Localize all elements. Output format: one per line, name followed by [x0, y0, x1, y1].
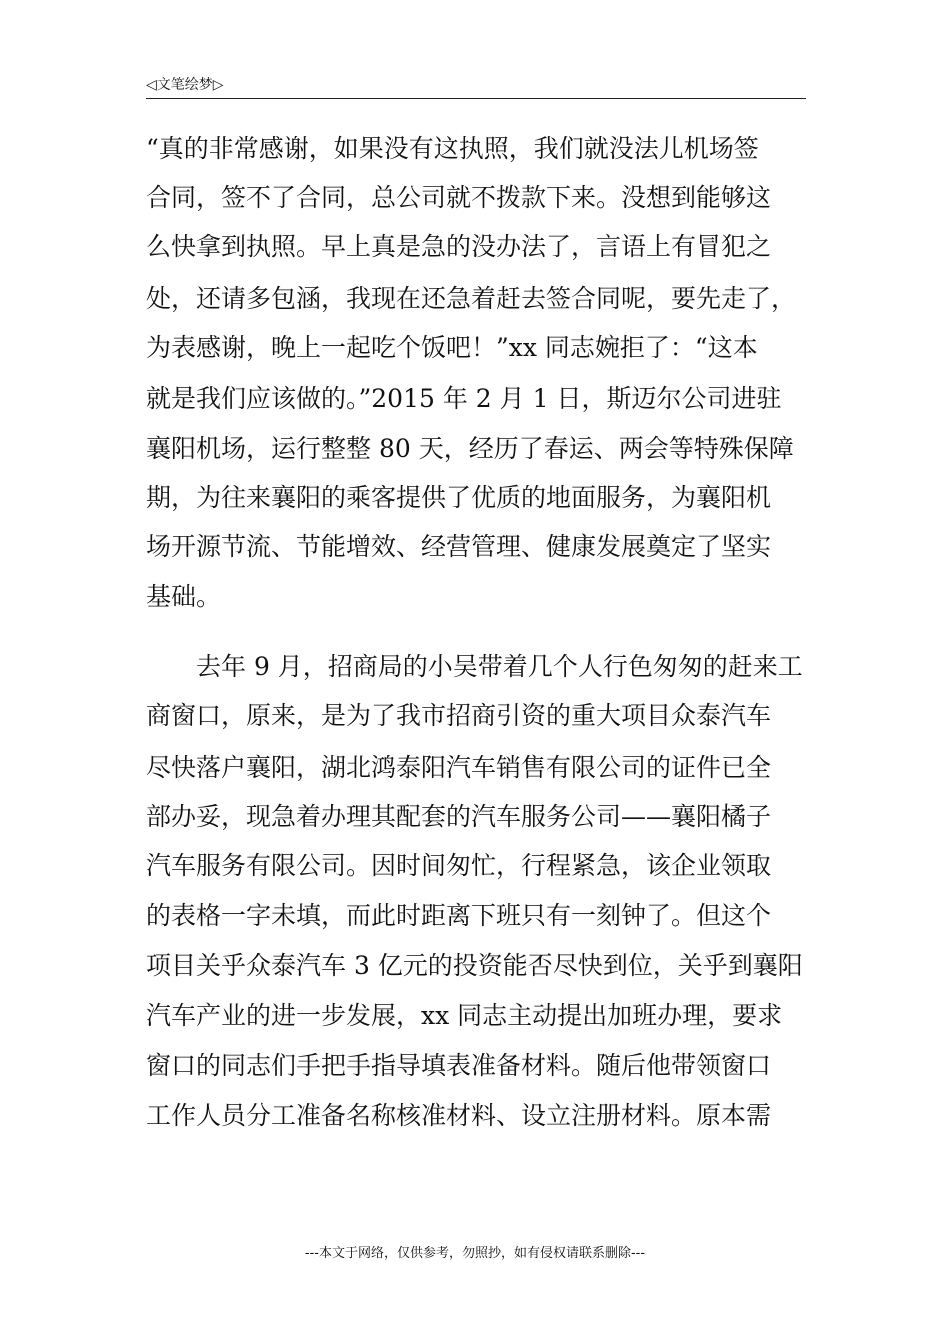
page-footer: ---本文于网络，仅供参考，勿照抄，如有侵权请联系删除--- [304, 1246, 646, 1261]
text-line: 场开源节流、节能增效、经营管理、健康发展奠定了坚实 [146, 532, 772, 561]
text-line: 期，为往来襄阳的乘客提供了优质的地面服务，为襄阳机 [146, 483, 772, 512]
header-title: ◁文笔绘梦▷ [146, 77, 224, 93]
text-line: 为表感谢，晚上一起吃个饭吧！”xx 同志婉拒了：“这本 [146, 333, 758, 362]
text-line: 么快拿到执照。早上真是急的没办法了，言语上有冒犯之 [146, 232, 772, 261]
text-line: 商窗口，原来，是为了我市招商引资的重大项目众泰汽车 [146, 701, 772, 730]
text-line: 窗口的同志们手把手指导填表准备材料。随后他带领窗口 [146, 1051, 772, 1080]
text-line: 部办妥，现急着办理其配套的汽车服务公司——襄阳橘子 [146, 802, 772, 831]
text-line: 尽快落户襄阳，湖北鸿泰阳汽车销售有限公司的证件已全 [146, 753, 772, 782]
text-line: “真的非常感谢，如果没有这执照，我们就没法儿机场签 [146, 134, 759, 163]
text-line: 汽车产业的进一步发展，xx 同志主动提出加班办理，要求 [146, 1001, 783, 1030]
text-line: 工作人员分工准备名称核准材料、设立注册材料。原本需 [146, 1101, 772, 1130]
paragraph-first-line: 去年 9 月，招商局的小吴带着几个人行色匆匆的赶来工 [196, 652, 803, 681]
text-line: 襄阳机场，运行整整 80 天，经历了春运、两会等特殊保障 [146, 434, 794, 463]
text-line: 的表格一字未填，而此时距离下班只有一刻钟了。但这个 [146, 901, 772, 930]
text-line: 项目关乎众泰汽车 3 亿元的投资能否尽快到位，关乎到襄阳 [146, 951, 803, 980]
text-line: 基础。 [146, 582, 222, 611]
text-line: 合同，签不了合同，总公司就不拨款下来。没想到能够这 [146, 183, 772, 212]
text-line: 处，还请多包涵，我现在还急着赶去签合同呢，要先走了， [146, 284, 797, 313]
text-line: 就是我们应该做的。”2015 年 2 月 1 日，斯迈尔公司进驻 [146, 384, 782, 413]
page-header [146, 76, 806, 99]
text-line: 汽车服务有限公司。因时间匆忙，行程紧急，该企业领取 [146, 851, 772, 880]
